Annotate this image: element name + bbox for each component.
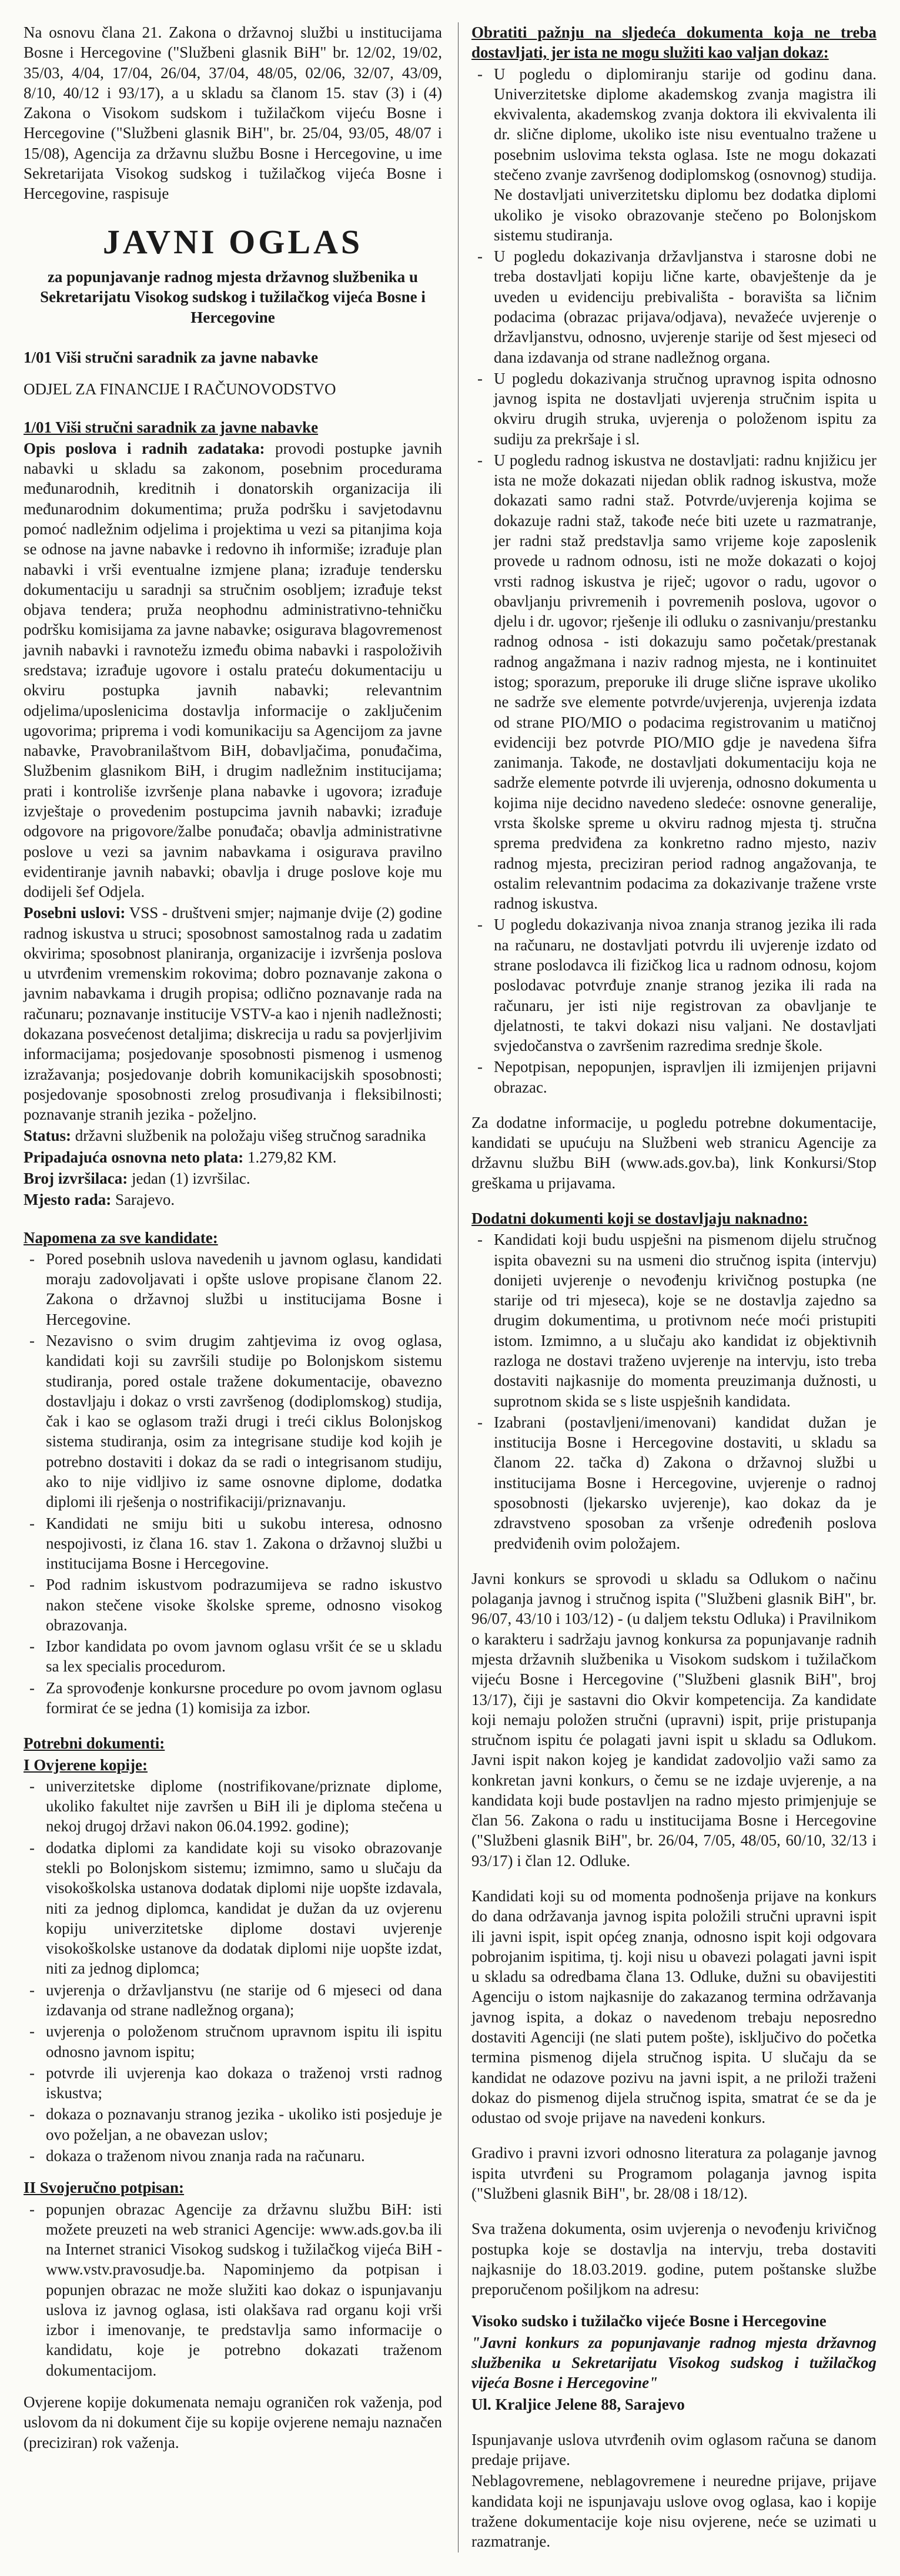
info-paragraph: Za dodatne informacije, u pogledu potrebne dokumentacije, kandidati se upućuju na Službeni web stranicu Agencije za državnu službu BiH (www.ads.gov.ba), link Konkursi/Stop greškama u prijavama. bbox=[471, 1113, 876, 1192]
note-item: - Nezavisno o svim drugim zahtjevima iz ovog oglasa, kandidati koji su završili studije po Bolonjskom sistemu studiranja, pored ostale tražene dokumentacije, obavezno dostavljaju i dokaz o vrsti završenog (dodiplomskog) studija, čak i kao se oglasom traži drugi i treći ciklus Bolonjskog sistema studiranja, osim za integrisane studije kod kojih je potrebno dostaviti i dokaz da se radi o integrisanom studiju, ako to nije vidljivo iz same osnovne diplome, dodatka diplomi ili rješenja o nostrifikaciji/priznavanju. bbox=[24, 1331, 442, 1512]
notes-list bbox=[24, 1249, 442, 1718]
certified-copies-list bbox=[24, 1776, 442, 2166]
attention-item: - U pogledu dokazivanja nivoa znanja stranog jezika ili rada na računaru, ne dostavljati potvrdu ili uvjerenje izdato od strane poslodavca ili fizičkog lica u radnom odnosu, kojom poslodavac potvrđuje znanje stranog jezika ili rada na računaru, jer isti nije registrovan za obavljanje te djelatnosti, te takvi dokazi nisu valjani. Ne dostavljati svjedočanstva o završenim razredima srednje škole. bbox=[471, 915, 876, 1056]
duties-paragraph bbox=[24, 438, 442, 902]
ad-title: JAVNI OGLAS bbox=[102, 222, 363, 261]
later-documents-list bbox=[471, 1230, 876, 1553]
attention-item: - Nepotpisan, nepopunjen, ispravljen ili izmijenjen prijavni obrazac. bbox=[471, 1057, 876, 1097]
exam-paragraph: Kandidati koji su od momenta podnošenja prijave na konkurs do dana održavanja javnog ispita položili stručni upravni ispit ili javni ispit, ispit općeg znanja, odnosno ispit koji odgovara pobrojanim ispitima, tj. koji nisu u obavezi polagati javni ispit u skladu sa odredbama člana 13. Odluke, dužni su obavijestiti Agenciju o istom najkasnije do zakazanog termina održavanja javnog ispita, a dokaz o navedenom trebaju neposredno dostaviti Agenciji (ne slati putem pošte), isključivo do početka termina pismenog dijela stručnog ispita. U slučaju da se kandidat ne odazove pozivu na javni ispit, a ne priloži traženi dokaz do pismenog dijela stručnog ispita, smatrat će se da je odustao od svoje prijave na navedeni konkurs. bbox=[471, 1887, 876, 2127]
note-item: - Pod radnim iskustvom podrazumijeva se radno iskustvo nakon stečene visoke školske spreme, odnosno visokog obrazovanja. bbox=[24, 1575, 442, 1635]
note-item: - Kandidati ne smiju biti u sukobu interesa, odnosno nespojivosti, iz člana 16. stav 1. Zakona o državnoj službi u institucijama Bosne i Hercegovine. bbox=[24, 1513, 442, 1574]
mailing-address bbox=[471, 2311, 876, 2414]
address-line-1: Visoko sudsko i tužilačko vijeće Bosne i Hercegovine bbox=[471, 2312, 827, 2330]
literature-paragraph: Gradivo i pravni izvori odnosno literatura za polaganje javnog ispita utvrđeni su Programom polaganja javnog ispita ("Službeni glasnik BiH", br. 28/08 i 18/12). bbox=[471, 2144, 876, 2202]
salary-paragraph bbox=[24, 1147, 442, 1167]
document-item: - dokaza o poznavanju stranog jezika - ukoliko isti posjeduje je ovo poželjan, a ne obavezan uslov; bbox=[24, 2104, 442, 2145]
note-item: - Pored posebnih uslova navedenih u javnom oglasu, kandidati moraju zadovoljavati i opšte uslove propisane članom 22. Zakona o državnoj službi u institucijama Bosne i Hercegovine. bbox=[24, 1249, 442, 1329]
address-line-2: "Javni konkurs za popunjavanje radnog mjesta državnog službenika u Sekretarijatu Visokog sudskog i tužilačkog vijeća Bosne i Hercegovine" bbox=[471, 2333, 876, 2392]
attention-item: - U pogledu dokazivanja stručnog upravnog ispita odnosno javnog ispita ne dostavljati uvjerenja stručnim ispita u okviru drugih struka, uvjerenja o položenom ispitu za sudiju za prekršaje i sl. bbox=[471, 369, 876, 449]
newspaper-page bbox=[24, 22, 876, 2552]
attention-item: - U pogledu radnog iskustva ne dostavljati: radnu knjižicu jer ista ne može dokazati nijedan oblik radnog iskustva, može dokazati samo radni staž. Potvrde/uvjerenja kojima se dokazuje radni staž, takođe neće biti uzete u razmatranje, jer radni staž predstavlja samo vrijeme koje zaposlenik provede u radnom odnosu, isti ne može dokazati o kojoj vrsti radnog iskustva je riječ; ugovor o radu, ugovor o obavljanju privremenih i povremenih poslova, ugovor o djelu i dr. ugovor; rješenje ili odluku o zasnivanju/prestanku radnog odnosa - isti dokazuju samo početak/prestanak radnog angažmana i naziv radnog mjesta, ne i kontinuitet istog; sporazum, preporuke ili druge slične isprave ukoliko ne sadrže sve elemente potvrde/uvjerenja, uvjerenja izdata od strane PIO/MIO o podacima registrovanim u matičnoj evidenciji bez potvrde PIO/MIO gdje je navedena šifra zanimanja. Takođe, ne dostavljati dokumentaciju koja ne sadrže elemente potvrde ili uvjerenja, odnosno dokumenta u kojima nije decidno navedeno sledeće: osnovne generalije, vrsta školske spreme u okviru radnog mjesta tj. stručna sprema predviđena za konkretno radno mjesto, naziv radnog mjesta, preciziran period radnog angažovanja, te ostalim relevantnim podacima za dokazivanje tražene vrste radnog iskustva. bbox=[471, 450, 876, 913]
executors-value: jedan (1) izvršilac. bbox=[131, 1170, 250, 1187]
attention-item: - U pogledu o diplomiranju starije od godinu dana. Univerzitetske diplome akademskog zvanja magistra ili ekvivalenta, akademskog zvanja doktora ili ekvivalenta ili dr. slične diplome, ukoliko iste nisu eventualno tražene u posebnim uslovima teksta oglasa. Iste ne mogu dokazati stečeno zvanje završenog dodiplomskog (osnovnog) studija. Ne dostavljati univerzitetsku diplomu bez dodatka diplomi ukoliko je visoko obrazovanje stečeno po Bolonjskom sistemu studiranja. bbox=[471, 64, 876, 246]
signed-form-list bbox=[24, 2199, 442, 2381]
salary-label: Pripadajuća osnovna neto plata: bbox=[24, 1148, 244, 1166]
document-item: - uvjerenja o položenom stručnom upravnom ispitu ili ispitu odnosno javnom ispitu; bbox=[24, 2021, 442, 2062]
conditions-text: VSS - društveni smjer; najmanje dvije (2) godine radnog iskustva u struci; sposobnost samostalnog rada u zadatim okvirima; sposobnost planiranja, organizacije i izvršenja poslova u utvrđenim vremenskim rokovima; dobro poznavanje zakona o javnim nabavkama i drugih propisa; odlično poznavanje rada na računaru; poznavanje institucije VSTV-a kao i njenih nadležnosti; dokazana posvećenost detaljima; diskrecija u radu sa povjerljivim informacijama; posjedovanje sposobnosti pismenog i usmenog izražavanja; posjedovanje dobrih komunikacijskih sposobnosti; posjedovanje sposobnosti zrelog prosuđivanja i fleksibilnosti; poznavanje stranih jezika - poželjno. bbox=[24, 904, 442, 1124]
conditions-paragraph bbox=[24, 903, 442, 1124]
document-item: - uvjerenja o državljanstvu (ne starije od 6 mjeseci od dana izdavanja od strane nadležnog organa); bbox=[24, 1980, 442, 2021]
salary-value: 1.279,82 KM. bbox=[247, 1148, 337, 1166]
certified-note: Ovjerene kopije dokumenata nemaju ograničen rok važenja, pod uslovom da ni dokument čije su kopije ovjerene nemaju naznačen (preciziran) rok važenja. bbox=[24, 2393, 442, 2451]
position-line: 1/01 Viši stručni saradnik za javne nabavke bbox=[24, 349, 319, 367]
note-item: - Za sprovođenje konkursne procedure po ovom javnom oglasu formirat će se jedna (1) komisija za izbor. bbox=[24, 1678, 442, 1719]
procedure-paragraph: Javni konkurs se sprovodi u skladu sa Odlukom o načinu polaganja javnog i stručnog ispita ("Službeni glasnik BiH", br. 96/07, 43/10 i 103/12) - (u daljem tekstu Odluka) i Pravilnikom o karakteru i sadržaju javnog konkursa za popunjavanje radnih mjesta državnih službenika u Visokom sudskom i tužilačkom vijeću Bosne i Hercegovine ("Službeni glasnik BiH", broj 13/17), čiji je sastavni dio Okvir kompetencija. Za kandidate koji nemaju položen stručni (upravni) ispit, prije pristupanja stručnom ispitu će polagati javni ispit u skladu sa Odlukom. Javni ispit nakon kojeg je kandidat zadovoljio važi samo za konkretan javni konkurs, o čemu se ne izdaje uvjerenje, a na kandidata koji bude postavljen na radno mjesto primjenjuje se član 56. Zakona o radu u institucijama Bosne i Hercegovine ("Službeni glasnik BiH", br. 26/04, 7/05, 48/05, 60/10, 32/13 i 93/17) i član 12. Odluke. bbox=[471, 1569, 876, 1870]
deadline-paragraph: Sva tražena dokumenta, osim uvjerenja o nevođenju krivičnog postupka koje se dostavlja na intervju, treba dostaviti najkasnije do 18.03.2019. godine, putem poštanske službe preporučenom pošiljkom na adresu: bbox=[471, 2220, 876, 2299]
signed-form-heading: II Svojeručno potpisan: bbox=[24, 2179, 185, 2197]
right-column bbox=[458, 22, 876, 2552]
left-column bbox=[24, 22, 442, 2552]
notes-heading: Napomena za sve kandidate: bbox=[24, 1228, 218, 1247]
attention-list bbox=[471, 64, 876, 1097]
status-label: Status: bbox=[24, 1127, 72, 1145]
document-item: - dodatka diplomi za kandidate koji su visoko obrazovanje stekli po Bolonjskom sistemu; izmimno, samo u slučaju da visokoškolska ustanova dodatak diplomi nije uopšte izdavala, niti za jednog diplomca, kandidat je dužan da uz ovjerenu kopiju univerzitetske diplome dostavi uvjerenje visokoškolske ustanove da dodatak diplomi nije uopšte izdat, niti za jednog diplomca; bbox=[24, 1838, 442, 1979]
executors-label: Broj izvršilaca: bbox=[24, 1170, 128, 1187]
position-heading: 1/01 Viši stručni saradnik za javne nabavke bbox=[24, 418, 319, 436]
later-document-item: - Izabrani (postavljeni/imenovani) kandidat dužan je institucija Bosne i Hercegovine dostaviti, u skladu sa članom 22. tačka d) Zakona o državnoj službi u institucijama Bosne i Hercegovine, uvjerenje o radnoj sposobnosti (ljekarsko uvjerenje), kao dokaz da je zdravstveno sposoban za vršenje određenih poslova predviđenih ovim položajem. bbox=[471, 1412, 876, 1553]
attention-item: - U pogledu dokazivanja državljanstva i starosne dobi ne treba dostavljati kopiju lične karte, obavještenje da je uveden u evidenciju prebivališta - boravišta sa ličnim podacima (obrazac prijava/odjava), nevažeće uvjerenje o državljanstvu, odnosno, uvjerenje starije od šest mjeseci od dana izdavanja od strane nadležnog organa. bbox=[471, 246, 876, 367]
later-document-item: - Kandidati koji budu uspješni na pismenom dijelu stručnog ispita obavezni su na usmeni dio stručnog ispita (intervju) donijeti uvjerenje o nevođenju krivičnog postupka (ne starije od tri mjeseca), koje se ne dostavlja zajedno sa drugim dokumentima, u protivnom neće moći pristupiti istom. Izmimno, a u slučaju ako kandidat iz objektivnih razloga ne dostavi traženo uvjerenje na intervju, isto treba dostaviti najkasnije do momenta preuzimanja dužnosti, u suprotnom skida se s liste uspješnih kandidata. bbox=[471, 1230, 876, 1411]
document-item: - potvrde ili uvjerenja kao dokaza o traženoj vrsti radnog iskustva; bbox=[24, 2063, 442, 2103]
duties-label: Opis poslova i radnih zadataka: bbox=[24, 439, 265, 457]
document-item: - dokaza o traženom nivou znanja rada na računaru. bbox=[24, 2146, 442, 2166]
status-paragraph bbox=[24, 1125, 442, 1145]
closing-paragraph-2: Neblagovremene, neblagovremene i neuredne prijave, prijave kandidata koji ne ispunjavaju uslove ovog oglasa, kao i kopije tražene dokumentacije koje nisu ovjerene, neće se uzimati u razmatranje. bbox=[471, 2472, 876, 2551]
document-item: - popunjen obrazac Agencije za državnu službu BiH: isti možete preuzeti na web stranici Agencije: www.ads.gov.ba ili na Internet stranici Visokog sudskog i tužilačkog vijeća BiH - www.vstv.pravosudje.ba. Napominjemo da potpisan i popunjen obrazac ne može služiti kao dokaz o ispunjavanju uslova iz javnog oglasa, isti olakšava rad organu koji vrši izbor i imenovanje, te predstavlja samo informacije o kandidatu, koje je potrebno dokazati traženom dokumentacijom. bbox=[24, 2199, 442, 2381]
attention-heading: Obratiti pažnju na sljedeća dokumenta koja ne treba dostavljati, jer ista ne mogu služiti kao valjan dokaz: bbox=[471, 24, 876, 62]
closing-paragraph-1: Ispunjavanje uslova utvrđenih ovim oglasom računa se danom predaje prijave. bbox=[471, 2430, 876, 2469]
address-line-3: Ul. Kraljice Jelene 88, Sarajevo bbox=[471, 2395, 685, 2413]
location-paragraph bbox=[24, 1190, 442, 1210]
status-text: državni službenik na položaju višeg stručnog saradnika bbox=[75, 1127, 426, 1145]
note-item: - Izbor kandidata po ovom javnom oglasu vršit će se u skladu sa lex specialis procedurom. bbox=[24, 1636, 442, 1677]
intro-paragraph: Na osnovu člana 21. Zakona o državnoj službi u institucijama Bosne i Hercegovine ("Službeni glasnik BiH" br. 12/02, 19/02, 35/03, 4/04, 17/04, 26/04, 37/04, 48/05, 02/06, 32/07, 43/09, 8/10, 40/12 i 93/17), a u skladu sa članom 15. stav (3) i (4) Zakona o Visokom sudskom i tužilačkom vijeću Bosne i Hercegovine ("Službeni glasnik BiH", br. 25/04, 93/05, 48/07 i 15/08), Agencija za državnu službu Bosne i Hercegovine, u ime Sekretarijata Visokog sudskog i tužilačkog vijeća Bosne i Hercegovine, raspisuje bbox=[24, 24, 442, 203]
ad-subtitle: za popunjavanje radnog mjesta državnog službenika u Sekretarijatu Visokog sudskog i tužilačkog vijeća Bosne i Hercegovine bbox=[40, 268, 426, 326]
department-name: ODJEL ZA FINANCIJE I RAČUNOVODSTVO bbox=[24, 380, 336, 398]
duties-text: provodi postupke javnih nabavki u skladu sa zakonom, posebnim procedurama međunarodnih, kreditnih i donatorskih organizacija ili međunarodnim dokumentima; pruža podršku i savjetodavnu pomoć nadležnim odjelima i projektima u vezi sa pitanjima koja se odnose na javne nabavke i redovno ih informiše; izrađuje plan nabavki i vrši eventualne izmjene plana; izrađuje tendersku dokumentaciju u saradnji sa stručnim osobljem; izrađuje tekst objava tendera; pruža neophodnu administrativno-tehničku podršku komisijama za javne nabavke; osigurava blagovremenost javnih nabavki i ravnotežu između obima nabavki i raspoloživih sredstava; izrađuje ugovore i ostalu prateću dokumentaciju u okviru postupka javnih nabavki; relevantnim odjelima/uposlenicima dostavlja informacije o zaključenim ugovorima; priprema i vodi komunikaciju sa Agencijom za javne nabavke, Pravobranilaštvom BiH, dobavljačima, ponuđačima, Službenim glasnikom BiH, i drugim nadležnim institucijama; prati i kontroliše izvršenje plana nabavke i ugovora; izrađuje izvještaje o provedenim postupcima javnih nabavki; izrađuje odgovore na prigovore/žalbe ponuđača; obavlja administrativne poslove u vezi sa javnim nabavkama i osigurava pravilno evidentiranje javnih nabavki; obavlja i druge poslove koje mu dodijeli šef Odjela. bbox=[24, 439, 442, 901]
conditions-label: Posebni uslovi: bbox=[24, 904, 126, 922]
location-value: Sarajevo. bbox=[115, 1191, 175, 1209]
certified-copies-heading: I Ovjerene kopije: bbox=[24, 1756, 148, 1774]
documents-heading: Potrebni dokumenti: bbox=[24, 1734, 165, 1753]
location-label: Mjesto rada: bbox=[24, 1191, 112, 1209]
later-documents-heading: Dodatni dokumenti koji se dostavljaju naknadno: bbox=[471, 1210, 808, 1228]
document-item: - univerzitetske diplome (nostrifikovane/priznate diplome, ukoliko fakultet nije završen u BiH ili je diploma stečena u nekoj drugoj državi nakon 06.04.1992. godine); bbox=[24, 1776, 442, 1837]
executors-paragraph bbox=[24, 1168, 442, 1188]
